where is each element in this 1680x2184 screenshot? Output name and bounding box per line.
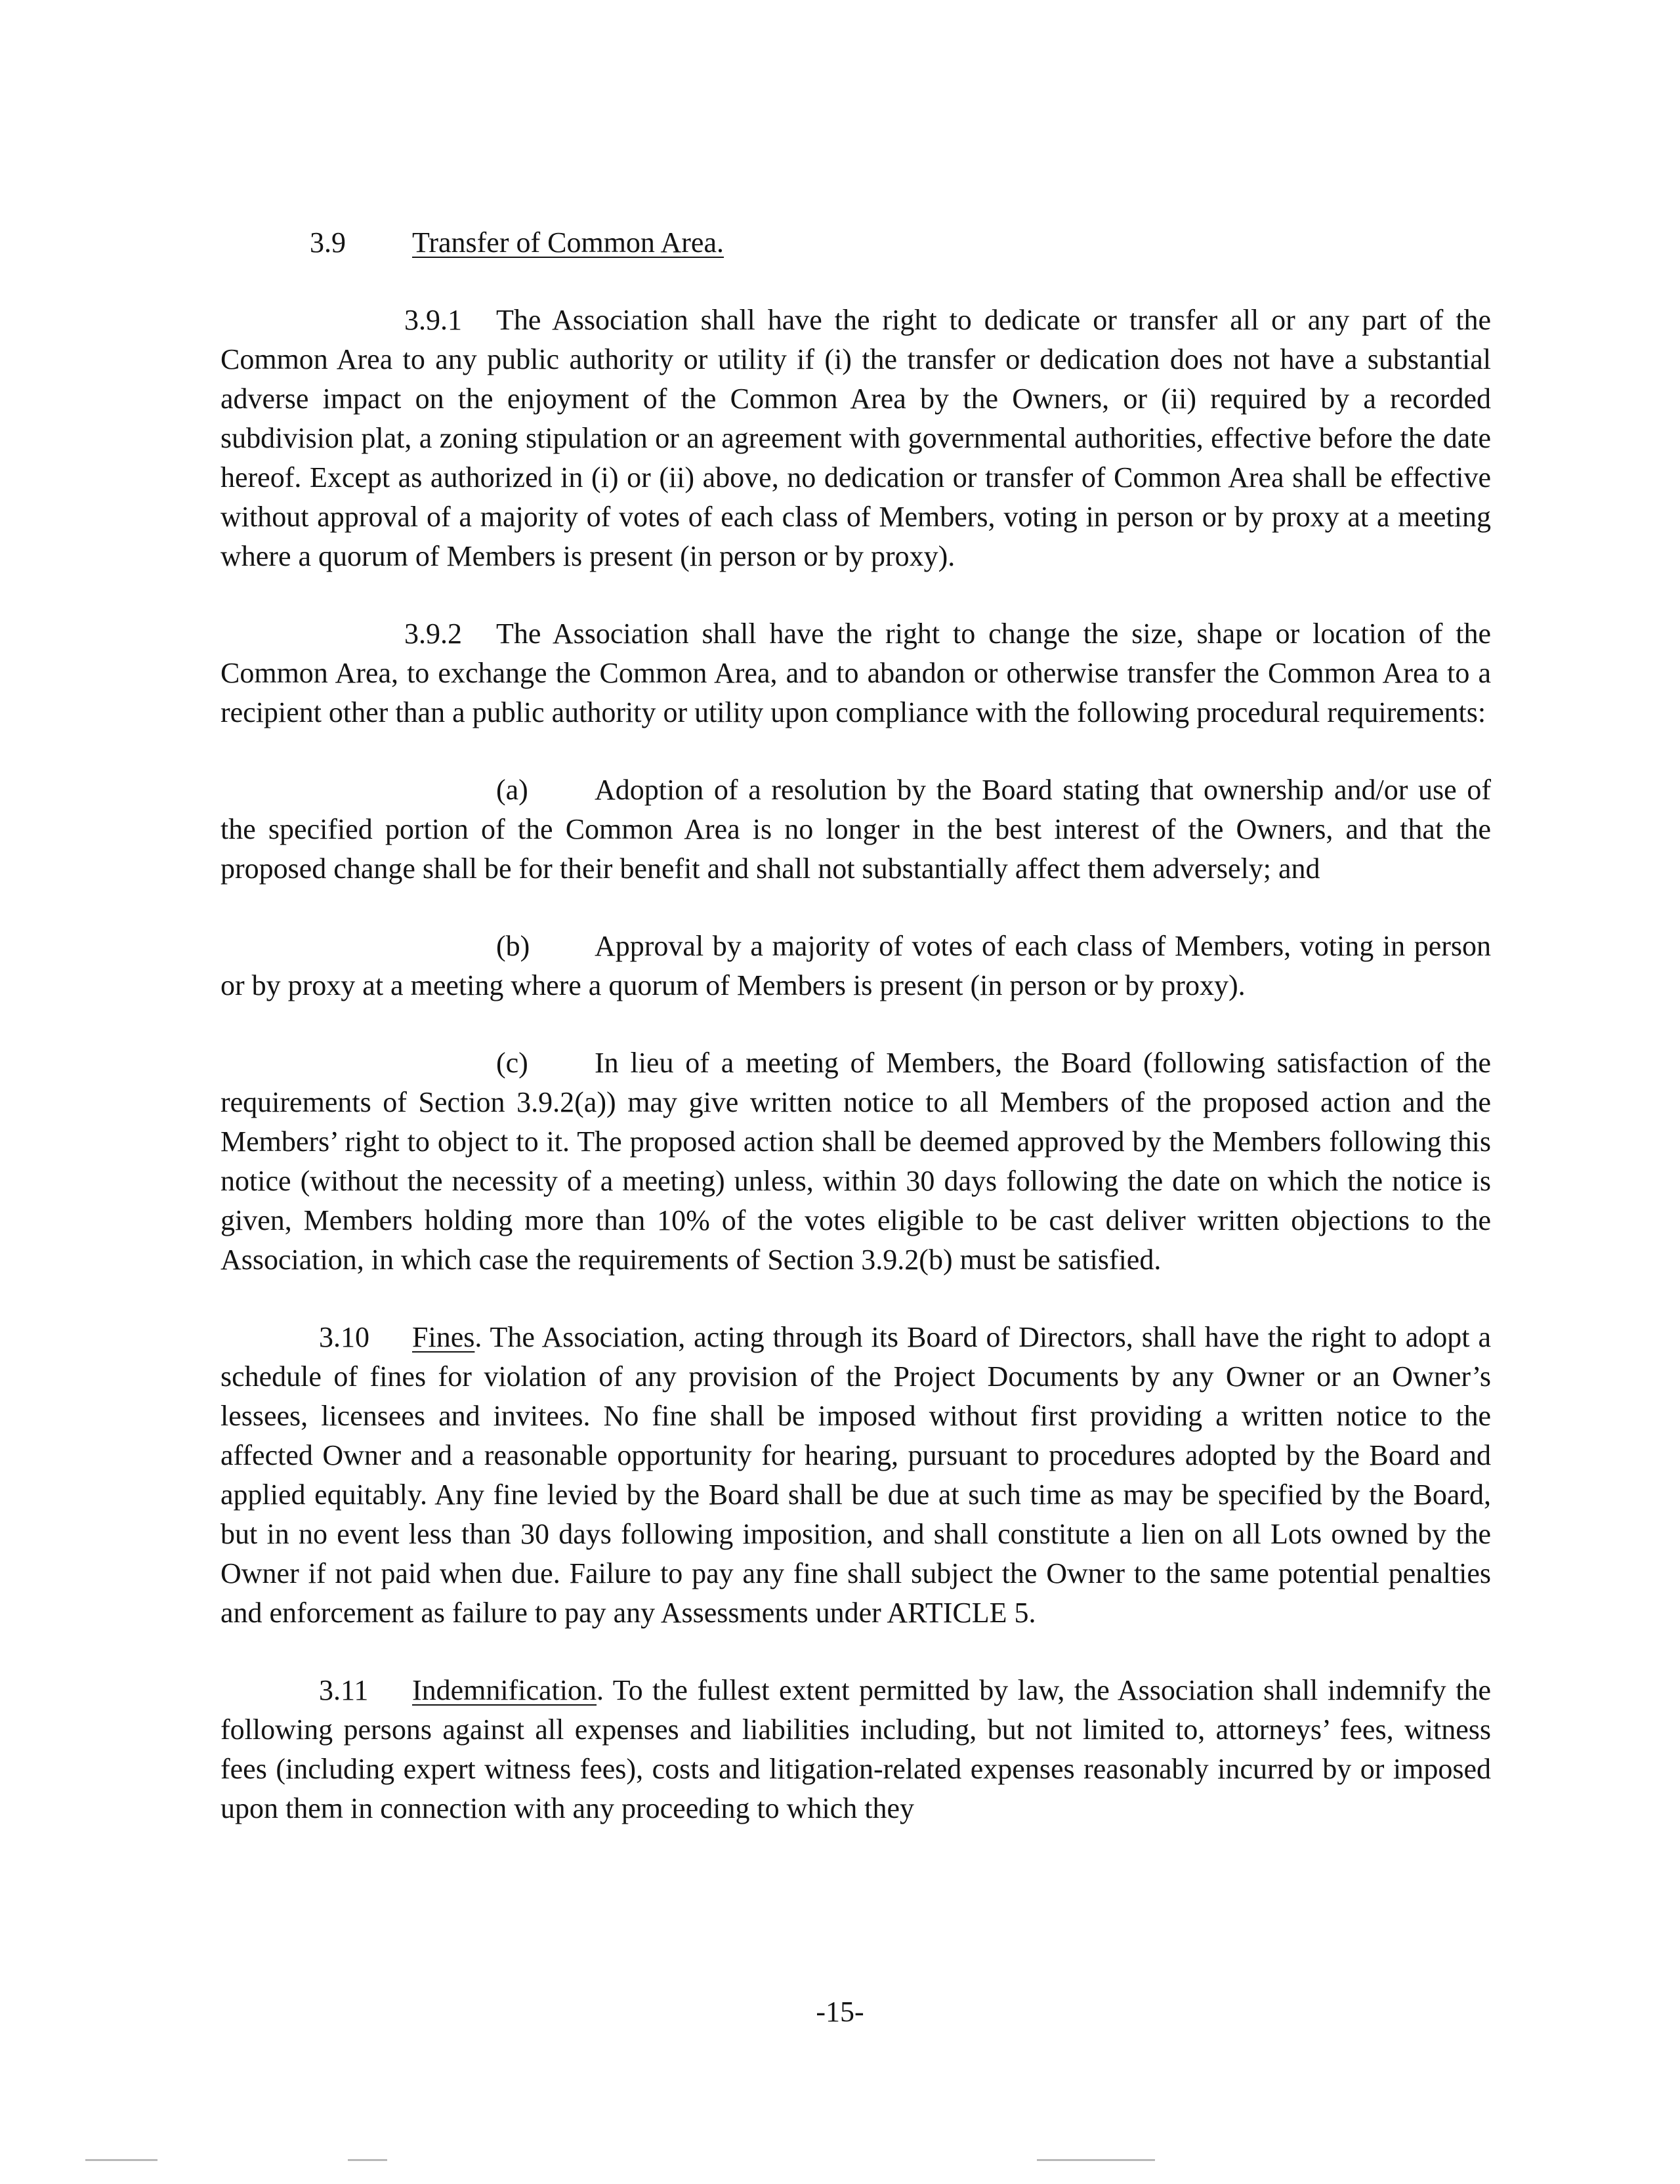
section-number: 3.9 [310,226,346,259]
list-marker: (c) [496,1047,528,1079]
page-number: -15- [816,1996,864,2028]
list-item-text: Approval by a majority of votes of each class of Members, voting in person or by proxy at a meeting where a quorum of Members is present (in person or by proxy). [220,930,1491,1001]
document-body [220,223,1491,1866]
list-item-a [220,770,1491,889]
paragraph-number: 3.9.2 [404,618,462,650]
section-3-10 [220,1318,1491,1633]
list-item-b [220,927,1491,1005]
paragraph-3-9-2 [220,614,1491,732]
list-marker: (a) [496,774,528,806]
section-3-11 [220,1671,1491,1828]
section-title: Transfer of Common Area. [412,226,724,259]
section-3-9-heading [310,223,1491,262]
scan-artifact [348,2159,387,2161]
section-text: . The Association, acting through its Board of Directors, shall have the right to adopt a schedule of fines for violation of any provision of the Project Documents by any Owner or an Owner’s lessees, licensees and invitees. No fine shall be imposed without first providing a written notice to the affected Owner and a reasonable opportunity for hearing, pursuant to procedures adopted by the Board and applied equitably. Any fine levied by the Board shall be due at such time as may be specified by the Board, but in no event less than 30 days following imposition, and shall constitute a lien on all Lots owned by the Owner if not paid when due. Failure to pay any fine shall subject the Owner to the same potential penalties and enforcement as failure to pay any Assessments under ARTICLE 5. [220,1321,1491,1629]
section-text: . To the fullest extent permitted by law, the Association shall indemnify the following persons against all expenses and liabilities including, but not limited to, attorneys’ fees, witness fees (including expert witness fees), costs and litigation-related expenses reasonably incurred by or imposed upon them in connection with any proceeding to which they [220,1674,1491,1824]
section-title: Fines [412,1321,475,1353]
section-title: Indemnification [412,1674,597,1706]
list-item-text: In lieu of a meeting of Members, the Board (following satisfaction of the requirements of Section 3.9.2(a)) may give written notice to all Members of the proposed action and the Members’ right to object to it. The proposed action shall be deemed approved by the Members following this notice (without the necessity of a meeting) unless, within 30 days following the date on which the notice is given, Members holding more than 10% of the votes eligible to be cast deliver written objections to the Association, in which case the requirements of Section 3.9.2(b) must be satisfied. [220,1047,1491,1276]
section-number: 3.10 [319,1321,369,1353]
scan-artifact [85,2159,158,2161]
paragraph-3-9-1 [220,301,1491,576]
paragraph-text: The Association shall have the right to change the size, shape or location of the Common Area, to exchange the Common Area, and to abandon or otherwise transfer the Common Area to a recipient other than a public authority or utility upon compliance with the following procedural requirements: [220,618,1491,728]
paragraph-number: 3.9.1 [404,304,462,336]
paragraph-text: The Association shall have the right to dedicate or transfer all or any part of the Common Area to any public authority or utility if (i) the transfer or dedication does not have a substantial adverse impact on the enjoyment of the Common Area by the Owners, or (ii) required by a recorded subdivision plat, a zoning stipulation or an agreement with governmental authorities, effective before the date hereof. Except as authorized in (i) or (ii) above, no dedication or transfer of Common Area shall be effective without approval of a majority of votes of each class of Members, voting in person or by proxy at a meeting where a quorum of Members is present (in person or by proxy). [220,304,1491,572]
scan-artifact [1037,2159,1155,2161]
list-item-c [220,1043,1491,1280]
list-marker: (b) [496,930,530,962]
list-item-text: Adoption of a resolution by the Board stating that ownership and/or use of the specified portion of the Common Area is no longer in the best interest of the Owners, and that the proposed change shall be for their benefit and shall not substantially affect them adversely; and [220,774,1491,885]
section-number: 3.11 [319,1674,369,1706]
